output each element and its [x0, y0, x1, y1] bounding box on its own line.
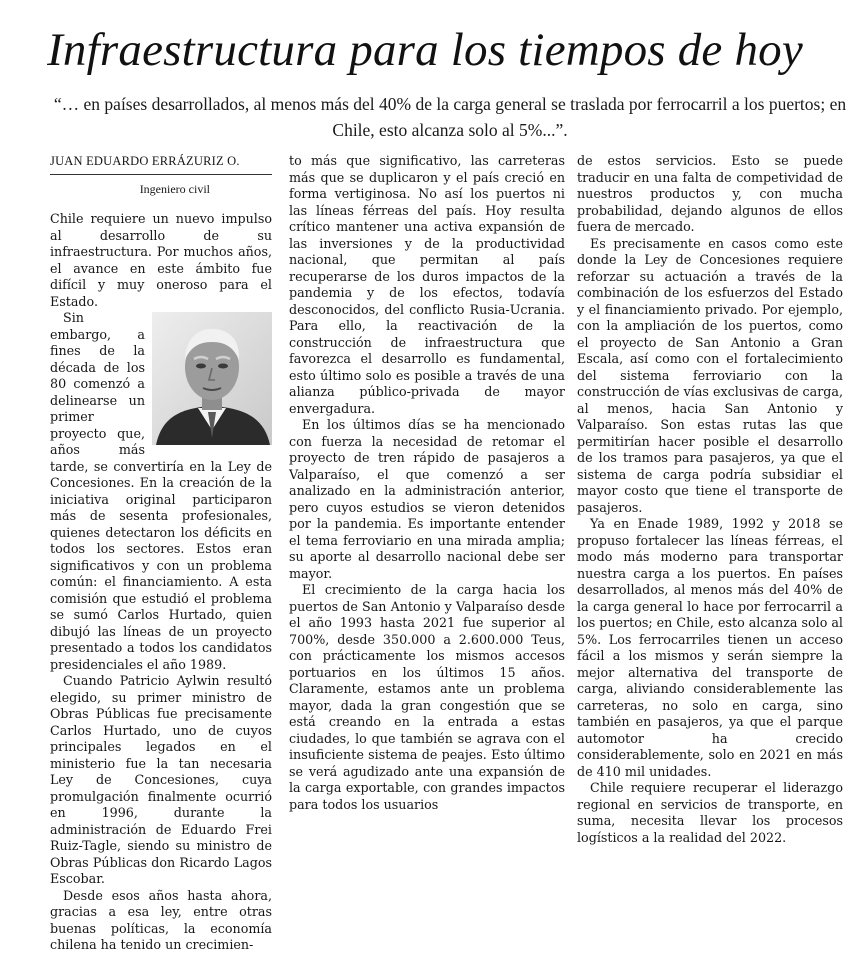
paragraph: Chile requiere un nuevo impulso al desarrollo de su infraestructura. Por muchos años, el avance en este ámbito fue difícil y muy oneroso para el Estado. — [50, 211, 272, 309]
portrait-drawing — [152, 312, 272, 445]
paragraph: Cuando Patricio Aylwin resultó elegido, su primer ministro de Obras Públicas fue precisamente Carlos Hurtado, uno de cuyos principales legados en el ministerio fue la tan necesaria Ley de Concesiones, cuya promulgación finalmente ocurrió en 1996, durante la administración de Eduardo Frei Ruiz-Tagle, siendo su ministro de Obras Públicas don Ricardo Lagos Escobar. — [50, 673, 272, 886]
paragraph: to más que significativo, las carreteras más que se duplicaron y el país creció en forma vertiginosa. No así los puertos ni las líneas férreas del país. Hoy resulta crítico mantener una activa expansión de las inversiones y de la productividad nacional, que permitan al país recuperarse de los duros impactos de la pandemia y de los efectos, todavía desconocidos, del conflicto Rusia-Ucrania. Para ello, la reactivación de la construcción de infraestructura que favorezca el desarrollo es fundamental, esto último solo es posible a través de una alianza público-privada de mayor envergadura. — [289, 153, 565, 416]
author-role: Ingeniero civil — [139, 181, 210, 196]
column-1 — [50, 153, 272, 952]
paragraph: Chile requiere recuperar el liderazgo regional en servicios de transporte, en suma, necesita llevar los procesos logísticos a la realidad del 2022. — [577, 780, 843, 845]
paragraph: Desde esos años hasta ahora, gracias a esa ley, entre otras buenas políticas, la economía chilena ha tenido un crecimien- — [50, 887, 272, 952]
headline: Infraestructura para los tiempos de hoy — [47, 24, 803, 76]
paragraph: Es precisamente en casos como este donde la Ley de Concesiones requiere reforzar su actuación a través de la combinación de los esfuerzos del Estado y el financiamiento privado. Por ejemplo, con la ampliación de los puertos, como el proyecto de San Antonio a Gran Escala, así como con el fortalecimiento del sistema ferroviario con la construcción de vías exclusivas de carga, al menos, hacia San Antonio y Valparaíso. Son estas rutas las que permitirían hacer posible el desarrollo de los tramos para pasajeros, ya que el sistema de carga podría subsidiar el mayor costo que tiene el transporte de pasajeros. — [577, 235, 843, 515]
column-2 — [289, 153, 565, 812]
paragraph: Ya en Enade 1989, 1992 y 2018 se propuso fortalecer las líneas férreas, el modo más moderno para transportar nuestra carga a los puertos. En países desarrollados, al menos más del 40% de la carga general lo hace por ferrocarril a los puertos; en Chile, esto alcanza solo al 5%. Los ferrocarriles tienen un acceso fácil a los mismos y serán siempre la mejor alternativa del transporte de carga, aliviando considerablemente las carreteras, no solo en carga, sino también en pasajeros, ya que el parque automotor ha crecido considerablemente, solo en 2021 en más de 410 mil unidades. — [577, 516, 843, 779]
paragraph: En los últimos días se ha mencionado con fuerza la necesidad de retomar el proyecto de tren rápido de pasajeros a Valparaíso, el que comenzó a ser analizado en la administración anterior, pero cuyos estudios se vieron detenidos por la pandemia. Es importante entender el tema ferroviario en una mirada amplia; su aporte al desarrollo nacional debe ser mayor. — [289, 417, 565, 581]
byline — [50, 153, 272, 197]
author-portrait-photo — [152, 312, 272, 445]
paragraph: Sin embargo, a fines de la década de los 80 comenzó a delinearse un primer proyecto que, años más tarde, se convertiría en la Ley de Concesiones. En la creación de la iniciativa original participaron más de sesenta profesionales, quienes detectaron los déficits en todos los sectores. Estos eran significativos y con un problema común: el financiamiento. A esta comisión que estudió el problema se sumó Carlos Hurtado, quien dibujó las líneas de un proyecto presentado a todos los candidatos presidenciales el año 1989. — [50, 310, 272, 672]
author-name: JUAN EDUARDO ERRÁZURIZ O. — [50, 153, 272, 175]
paragraph: El crecimiento de la carga hacia los puertos de San Antonio y Valparaíso desde el año 1993 hasta 2021 fue superior al 700%, desde 350.000 a 2.600.000 Teus, con prácticamente los mismos accesos portuarios en los últimos 15 años. Claramente, estamos ante un problema mayor, dada la gran congestión que se está creando en la entrada a estas ciudades, lo que también se agrava con el insuficiente sistema de peajes. Esto último se verá agudizado ante una expansión de la carga exportable, con grandes impactos para todos los usuarios — [289, 582, 565, 812]
column-3 — [577, 153, 843, 845]
paragraph: de estos servicios. Esto se puede traducir en una falta de competividad de nuestros productos y, con mucha probabilidad, dejando algunos de ellos fuera de mercado. — [577, 153, 843, 234]
pull-quote: “… en países desarrollados, al menos más del 40% de la carga general se traslada por ferrocarril a los puertos; en Chile, esto alcanza solo al 5%...”. — [53, 94, 847, 140]
